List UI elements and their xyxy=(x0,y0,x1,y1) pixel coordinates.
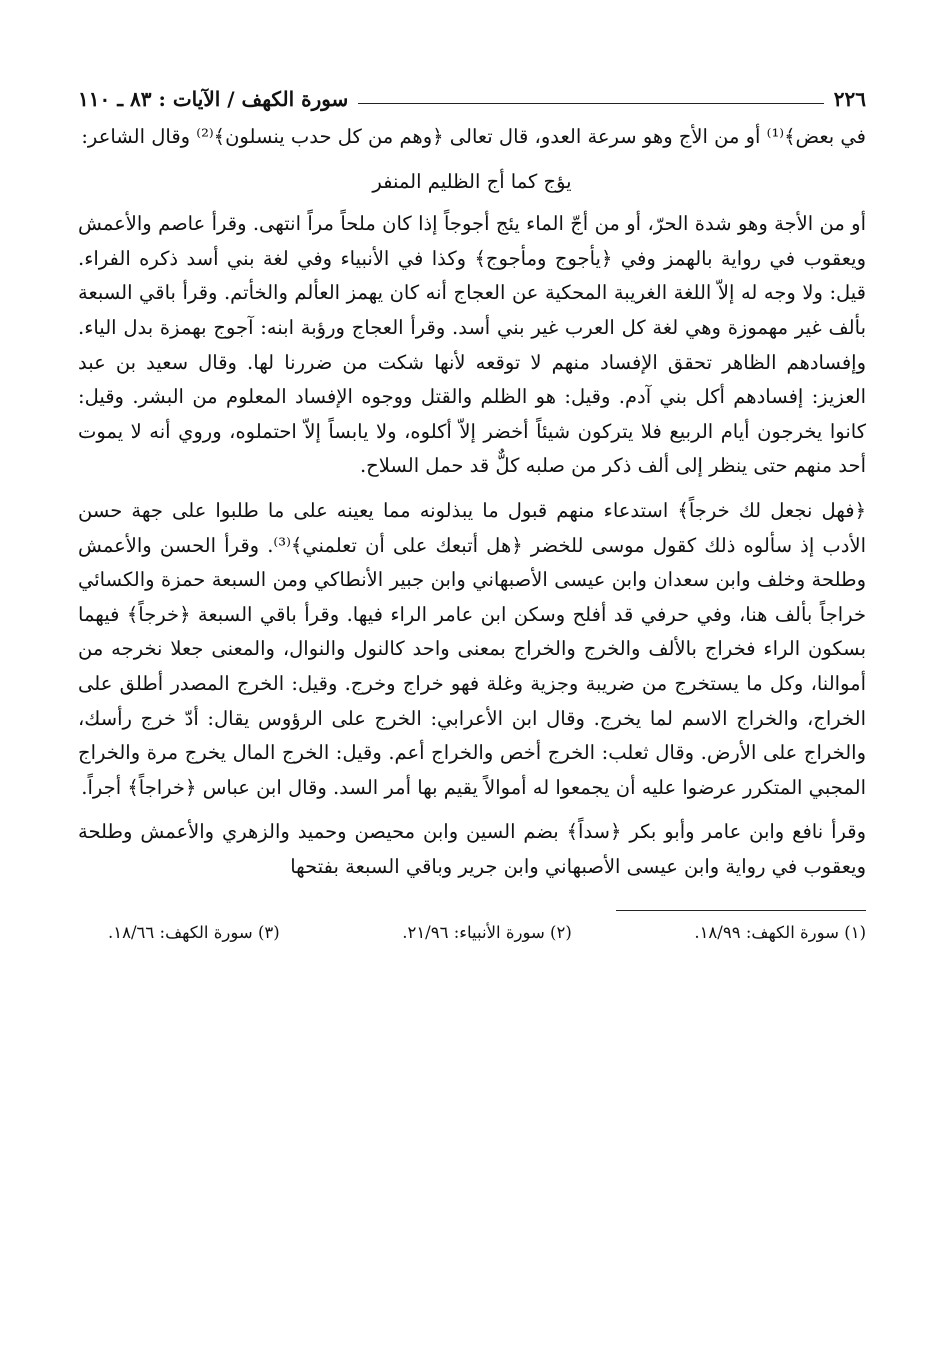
page-number: ٢٢٦ xyxy=(833,87,866,111)
paragraph: ﴿فهل نجعل لك خرجاً﴾ استدعاء منهم قبول ما يبذلونه مما يعينه على ما طلبوا على جهة حسن الأدب إذ سألوه ذلك كقول موسى للخضر ﴿هل أتبعك على أن تعلمني﴾⁽³⁾. وقرأ الحسن والأعمش وطلحة وخلف وابن سعدان وابن عيسى الأصبهاني وابن جبير الأنطاكي ومن السبعة حمزة والكسائي خراجاً بألف هنا، وفي حرفي قد أفلح وسكن ابن عامر الراء فيها. وقرأ باقي السبعة ﴿خرجاً﴾ فيهما بسكون الراء فخراج بالألف والخرج والخراج بمعنى واحد كالنول والنوال، والمعنى جعلا نخرجه من أموالنا، وكل ما يستخرج من ضريبة وجزية وغلة فهو خراج وخرج. وقيل: الخرج المصدر أطلق على الخراج، والخراج الاسم لما يخرج. وقال ابن الأعرابي: الخرج على الرؤوس يقال: أدّ خرج رأسك، والخراج على الأرض. وقال ثعلب: الخرج أخص والخراج أعم. وقيل: الخرج المال يخرج مرة والخراج المجبي المتكرر عرضوا عليه أن يجمعوا له أموالاً يقيم بها أمر السد. وقال ابن عباس ﴿خراجاً﴾ أجراً. xyxy=(78,498,866,799)
footnote-2: (٢) سورة الأنبياء: ٢١/٩٦. xyxy=(402,923,572,943)
footnote-1: (١) سورة الكهف: ١٨/٩٩. xyxy=(694,923,866,943)
paragraph: وقرأ نافع وابن عامر وأبو بكر ﴿سداً﴾ بضم السين وابن محيصن وحميد والزهري والأعمش وطلحة ويعقوب في رواية وابن عيسى الأصبهاني وابن جرير وباقي السبعة بفتحها xyxy=(78,820,866,878)
running-header xyxy=(78,84,866,114)
footnote-separator xyxy=(616,910,866,911)
surah-title: سورة الكهف / الآيات : ٨٣ ـ ١١٠ xyxy=(78,87,349,111)
paragraph: في بعض﴾⁽¹⁾ أو من الأج وهو سرعة العدو، قال تعالى ﴿وهم من كل حدب ينسلون﴾⁽²⁾ وقال الشاعر: xyxy=(81,125,866,148)
footnotes xyxy=(78,923,866,942)
footnote-3: (٣) سورة الكهف: ١٨/٦٦. xyxy=(108,923,280,943)
paragraph: أو من الأجة وهو شدة الحرّ، أو من أجّ الماء يئج أجوجاً إذا كان ملحاً مراً انتهى. وقرأ عاصم والأعمش ويعقوب في رواية بالهمز وفي ﴿يأجوج ومأجوج﴾ وكذا في الأنبياء وفي لغة بني أسد ذكره الفراء. قيل: ولا وجه له إلاّ اللغة الغريبة المحكية عن العجاج أنه كان يهمز العألم والخأتم. وقرأ باقي السبعة بألف غير مهموزة وهي لغة كل العرب غير بني أسد. وقرأ العجاج ورؤبة ابنه: آجوج بهمزة بدل الياء. وإفسادهم الظاهر تحقق الإفساد منهم لا توقعه لأنها شكت من ضررنا لها. وقال سعيد بن عبد العزيز: إفسادهم أكل بني آدم. وقيل: هو الظلم والقتل ووجوه الإفساد المعلوم من البشر. وقيل: كانوا يخرجون أيام الربيع فلا يتركون شيئاً أخضر إلاّ أكلوه، ولا يابساً إلاّ احتملوه، وروي أنه لا يموت أحد منهم حتى ينظر إلى ألف ذكر من صلبه كلٌّ قد حمل السلاح. xyxy=(78,212,866,478)
main-text xyxy=(78,120,866,884)
header-rule xyxy=(358,103,823,104)
poetry-verse: يؤج كما أج الظليم المنفر xyxy=(372,169,572,193)
book-page xyxy=(78,84,866,942)
